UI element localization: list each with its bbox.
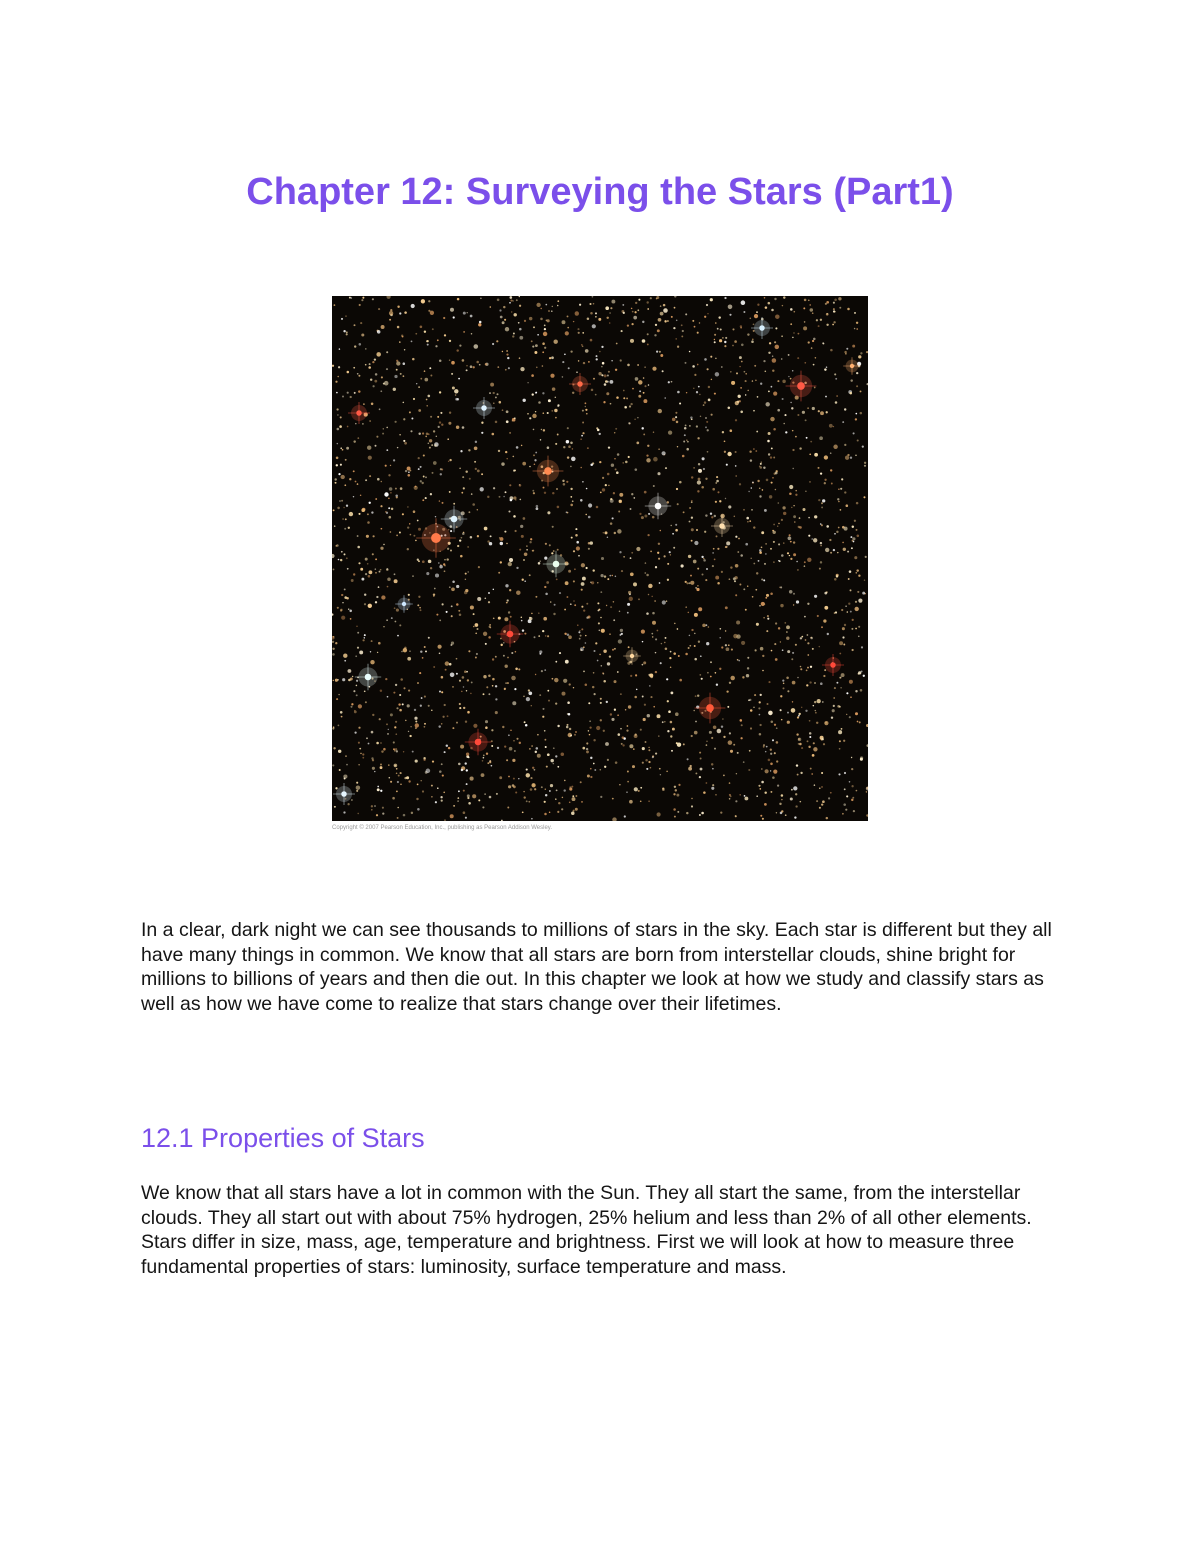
figure-caption: Copyright © 2007 Pearson Education, Inc., publishing as Pearson Addison Wesley. bbox=[332, 825, 552, 831]
intro-paragraph: In a clear, dark night we can see thousands to millions of stars in the sky. Each star is different but they all have many things in common. We know that all stars are born from interstellar clouds, shine bright for millions to billions of years and then die out. In this chapter we look at how we study and classify stars as well as how we have come to realize that stars change over their lifetimes. bbox=[141, 919, 1052, 1015]
star-field-image bbox=[332, 296, 868, 821]
page-title: Chapter 12: Surveying the Stars (Part1) bbox=[246, 171, 954, 213]
section-paragraph: We know that all stars have a lot in common with the Sun. They all start the same, from the interstellar clouds. They all start out with about 75% hydrogen, 25% helium and less than 2% of all other elements. Stars differ in size, mass, age, temperature and brightness. First we will look at how to measure three fundamental properties of stars: luminosity, surface temperature and mass. bbox=[141, 1182, 1032, 1278]
star-field-graphic bbox=[332, 296, 868, 821]
section-heading: 12.1 Properties of Stars bbox=[141, 1123, 425, 1153]
